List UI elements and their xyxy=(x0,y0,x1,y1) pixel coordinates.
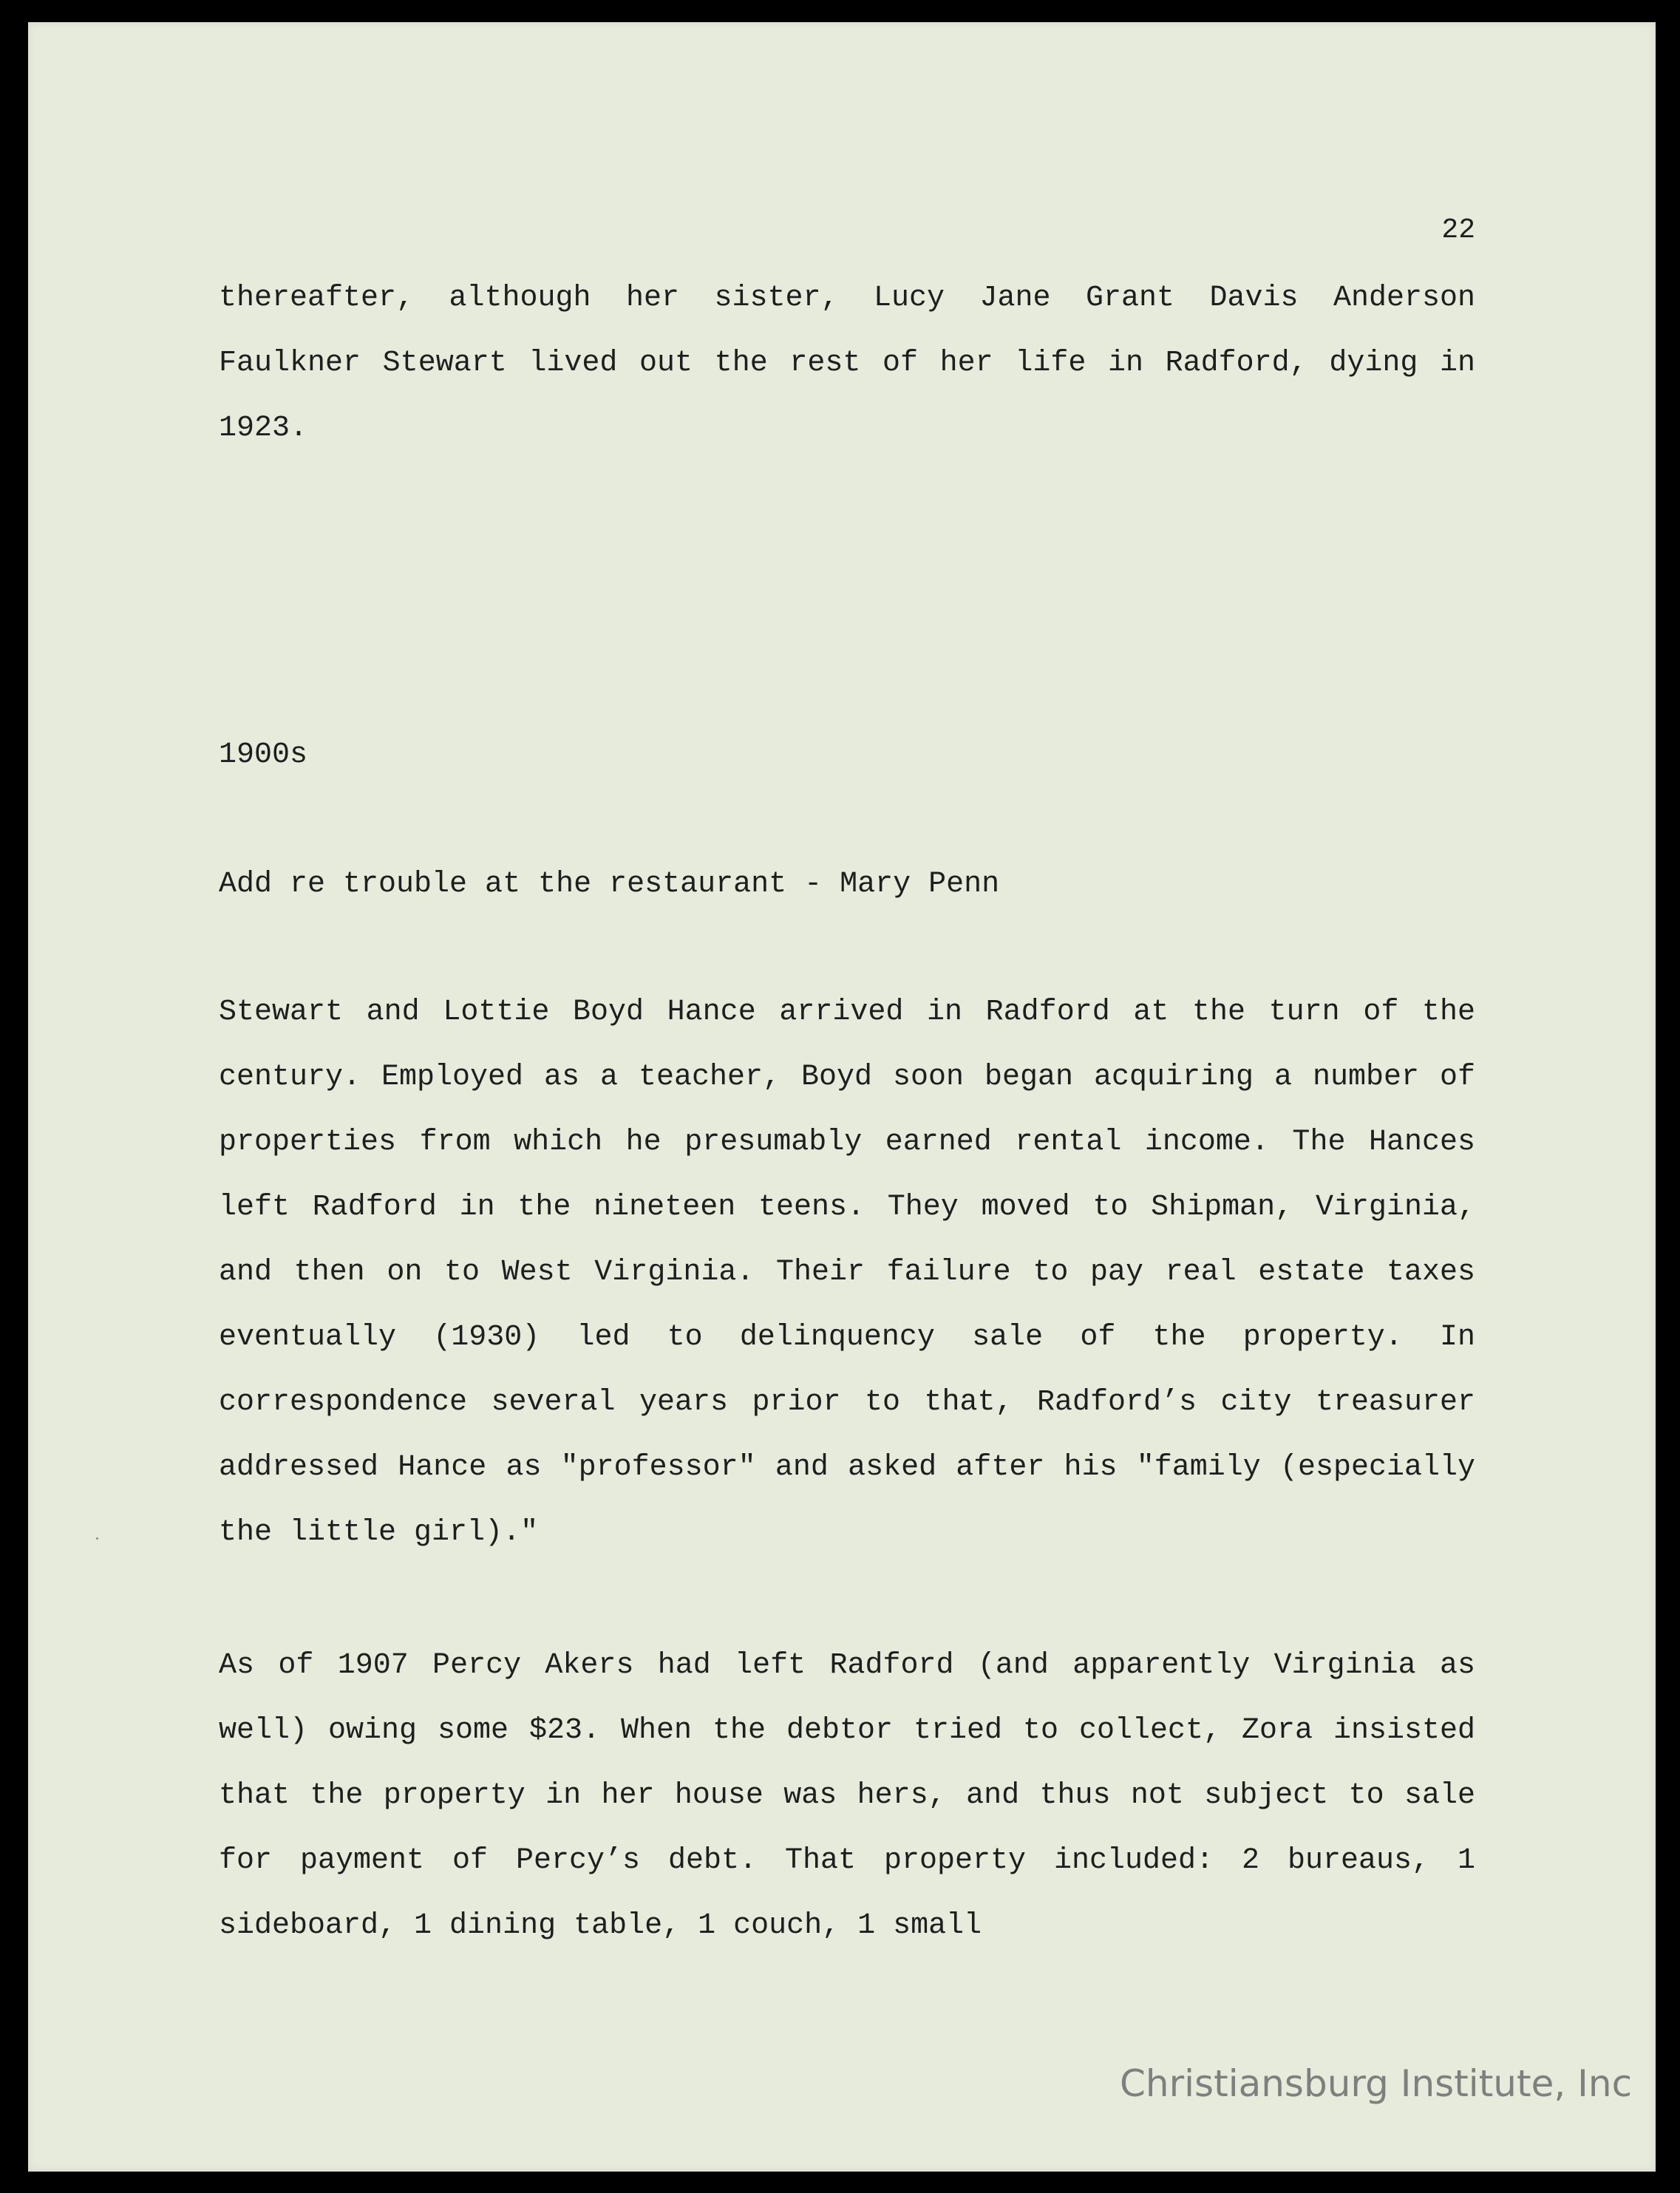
paragraph-akers: As of 1907 Percy Akers had left Radford (and apparently Virginia as well) owing some $23. When the debtor tried to collect, Zora insisted that the property in her house was hers, and thus not subject to sale for payment of Percy’s debt. That property included: 2 bureaus, 1 sideboard, 1 dining table, 1 couch, 1 small xyxy=(219,1649,1475,1942)
paragraph-continuation: thereafter, although her sister, Lucy Jane Grant Davis Anderson Faulkner Stewart lived out the rest of her life in Radford, dying in 1923. xyxy=(219,282,1475,445)
watermark-text: Christiansburg Institute, Inc xyxy=(1120,2062,1633,2105)
page-number: 22 xyxy=(1441,214,1475,246)
editorial-note: Add re trouble at the restaurant - Mary Penn xyxy=(219,868,1000,901)
paragraph-hance: Stewart and Lottie Boyd Hance arrived in Radford at the turn of the century. Employed as a teacher, Boyd soon began acquiring a number of properties from which he presumably earned rental income. The Hances left Radford in the nineteen teens. They moved to Shipman, Virginia, and then on to West Virginia. Their failure to pay real estate taxes eventually (1930) led to delinquency sale of the property. In correspondence several years prior to that, Radford’s city treasurer addressed Hance as "professor" and asked after his "family (especially the little girl)." xyxy=(219,996,1475,1549)
paper-speck xyxy=(96,1537,98,1540)
section-heading: 1900s xyxy=(219,738,308,772)
